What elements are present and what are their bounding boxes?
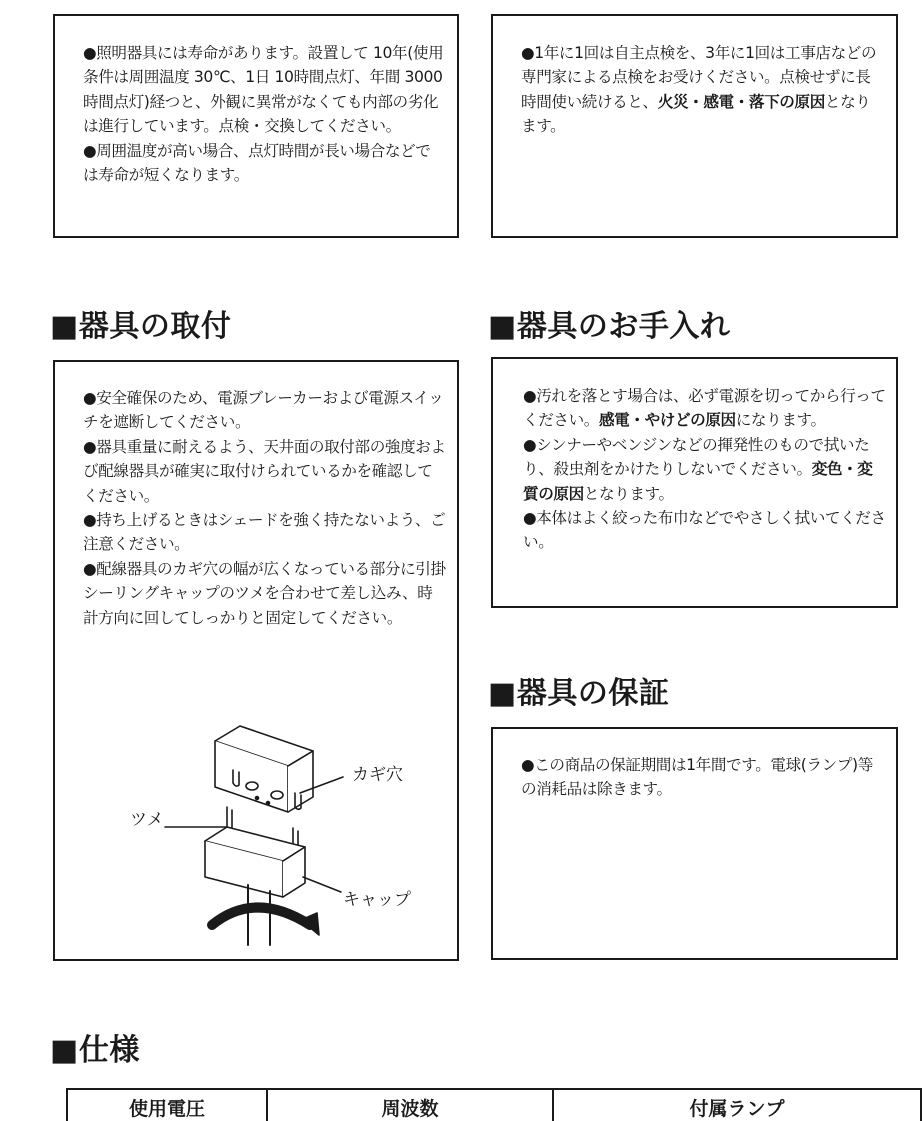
spec-column-voltage: 使用電圧 bbox=[67, 1089, 267, 1121]
care-item-emphasis: 感電・やけどの原因 bbox=[598, 411, 736, 430]
care-item: ●本体はよく絞った布巾などでやさしく拭いてください。 bbox=[523, 509, 886, 552]
installation-content bbox=[83, 386, 447, 630]
rotation-arrow bbox=[212, 908, 310, 926]
warranty-text: ●この商品の保証期間は1年間です。電球(ランプ)等の消耗品は除きます。 bbox=[521, 756, 873, 799]
inspection-warning-box bbox=[491, 14, 898, 238]
warranty-content bbox=[521, 753, 883, 802]
care-item bbox=[523, 384, 887, 433]
care-item-emphasis: 変色・変質の原因 bbox=[523, 460, 873, 503]
care-item-suffix: となります。 bbox=[583, 484, 674, 503]
spec-column-lamp: 付属ランプ bbox=[553, 1089, 921, 1121]
care-content bbox=[523, 384, 887, 555]
care-item-suffix: になります。 bbox=[735, 411, 826, 430]
inspection-suffix: となります。 bbox=[521, 92, 871, 136]
key-hole-label: カギ穴 bbox=[352, 765, 403, 785]
lifespan-warning-content bbox=[83, 41, 445, 187]
lifespan-warning-text-2: ●周囲温度が高い場合、点灯時間が長い場合などでは寿命が短くなります。 bbox=[83, 141, 431, 185]
ceiling-cap-illustration bbox=[105, 715, 435, 945]
installation-item: ●器具重量に耐えるよう、天井面の取付部の強度および配線器具が確実に取付けられているかを確認してください。 bbox=[83, 437, 446, 505]
care-item bbox=[523, 433, 887, 506]
care-item-text: ●シンナーやベンジンなどの揮発性のもので拭いたり、殺虫剤をかけたりしないでください。 bbox=[523, 435, 870, 479]
inspection-emphasis: 火災・感電・落下の原因 bbox=[657, 92, 825, 111]
pole bbox=[248, 885, 270, 945]
spec-heading: ■仕様 bbox=[50, 1033, 140, 1068]
lifespan-warning-text: ●照明器具には寿命があります。設置して 10年(使用条件は周囲温度 30℃、1日 10時間点灯、年間 3000時間点灯)経つと、外観に異常がなくても内部の劣化は進行しています。点検・交換してください。 bbox=[83, 44, 444, 136]
claw-label: ツメ bbox=[130, 810, 164, 830]
installation-item: ●持ち上げるときはシェードを強く持たないよう、ご注意ください。 bbox=[83, 511, 446, 554]
leader-cap bbox=[303, 877, 341, 892]
cap-claw-left bbox=[227, 807, 232, 829]
cap-label: キャップ bbox=[343, 890, 411, 910]
spec-table bbox=[66, 1088, 922, 1121]
warranty-heading: ■器具の保証 bbox=[488, 676, 670, 711]
warranty-box bbox=[491, 727, 898, 960]
care-item-text: ●汚れを落とす場合は、必ず電源を切ってから行ってください。 bbox=[523, 387, 886, 430]
installation-item: ●安全確保のため、電源ブレーカーおよび電源スイッチを遮断してください。 bbox=[83, 389, 444, 432]
lifespan-warning-box bbox=[53, 14, 459, 238]
installation-heading: ■器具の取付 bbox=[50, 309, 232, 344]
inspection-warning-content bbox=[521, 41, 885, 139]
spec-column-frequency: 周波数 bbox=[267, 1089, 553, 1121]
installation-item: ●配線器具のカギ穴の幅が広くなっている部分に引掛シーリングキャップのツメを合わせて差し込み、時計方向に回してしっかりと固定してください。 bbox=[83, 559, 446, 627]
care-box bbox=[491, 357, 898, 608]
inspection-warning-text bbox=[521, 41, 885, 139]
spec-header-row bbox=[67, 1089, 921, 1121]
care-heading: ■器具のお手入れ bbox=[488, 309, 731, 344]
inspection-text: ●1年に1回は自主点検を、3年に1回は工事店などの専門家による点検をお受けください。点検せずに長時間使い続けると、 bbox=[521, 44, 877, 111]
